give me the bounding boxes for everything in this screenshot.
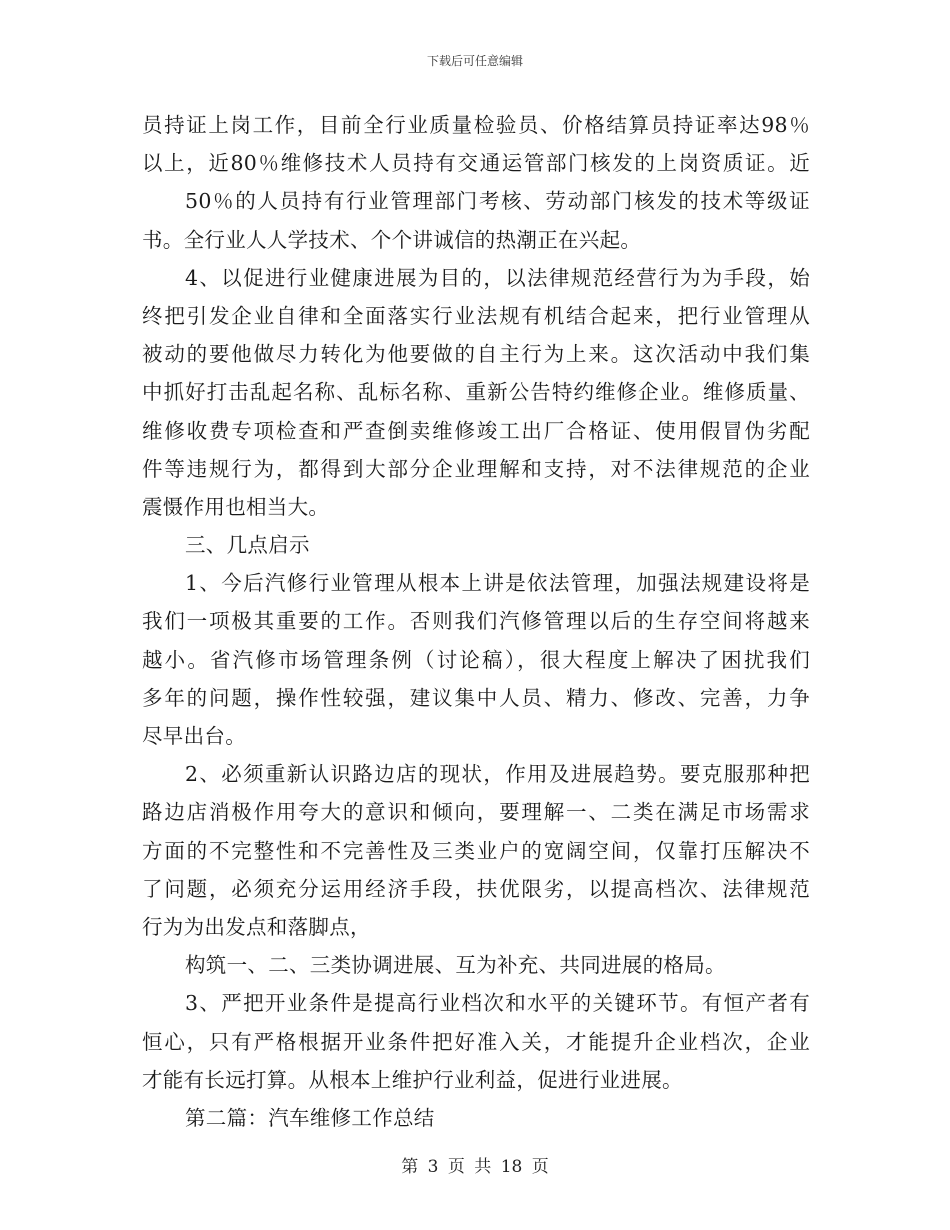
text-line: 尽早出台。 (142, 724, 246, 748)
text-line: 件等违规行为，都得到大部分企业理解和支持，对不法律规范的企业 (142, 456, 810, 481)
text-line: 书。全行业人人学技术、个个讲诚信的热潮正在兴起。 (142, 227, 642, 252)
page-header: 下载后可任意编辑 (426, 54, 523, 68)
text-line: 路边店消极作用夸大的意识和倾向，要理解一、二类在满足市场需求 (142, 800, 810, 825)
text-line: 才能有长远打算。从根本上维护行业利益，促进行业进展。 (142, 1067, 683, 1092)
text-line: 恒心，只有严格根据开业条件把好准入关，才能提升企业档次，企业 (142, 1029, 810, 1054)
text-line: 我们一项极其重要的工作。否则我们汽修管理以后的生存空间将越来 (142, 609, 810, 634)
text-line: 了问题，必须充分运用经济手段，扶优限劣，以提高档次、法律规范 (142, 876, 810, 901)
text-line: 方面的不完整性和不完善性及三类业户的宽阔空间，仅靠打压解决不 (142, 838, 810, 863)
page-number: 第 3 页 共 18 页 (401, 1157, 549, 1177)
text-line: 第二篇：汽车维修工作总结 (185, 1105, 435, 1130)
text-line: 中抓好打击乱起名称、乱标名称、重新公告特约维修企业。维修质量、 (142, 380, 810, 405)
document-body (142, 106, 810, 1137)
text-line: 2、必须重新认识路边店的现状，作用及进展趋势。要克服那种把 (185, 762, 810, 787)
text-line: 被动的要他做尽力转化为他要做的自主行为上来。这次活动中我们集 (142, 342, 810, 367)
text-line: 多年的问题，操作性较强，建议集中人员、精力、修改、完善，力争 (142, 685, 810, 710)
text-line: 50％的人员持有行业管理部门考核、劳动部门核发的技术等级证 (185, 189, 810, 214)
text-line: 越小。省汽修市场管理条例（讨论稿），很大程度上解决了困扰我们 (142, 647, 810, 672)
text-line: 以上，近80％维修技术人员持有交通运管部门核发的上岗资质证。近 (142, 151, 810, 176)
text-line: 行为为出发点和落脚点， (142, 914, 371, 939)
text-line: 三、几点启示 (185, 533, 310, 558)
text-line: 构筑一、二、三类协调进展、互为补充、共同进展的格局。 (185, 953, 726, 978)
text-line: 员持证上岗工作，目前全行业质量检验员、价格结算员持证率达98％ (142, 113, 810, 137)
text-line: 3、严把开业条件是提高行业档次和水平的关键环节。有恒产者有 (185, 991, 810, 1016)
text-line: 终把引发企业自律和全面落实行业法规有机结合起来，把行业管理从 (142, 303, 810, 328)
text-line: 4、以促进行业健康进展为目的，以法律规范经营行为为手段，始 (185, 265, 810, 290)
text-line: 1、今后汽修行业管理从根本上讲是依法管理，加强法规建设将是 (185, 571, 810, 596)
text-line: 震慑作用也相当大。 (142, 494, 330, 519)
text-line: 维修收费专项检查和严查倒卖维修竣工出厂合格证、使用假冒伪劣配 (142, 418, 810, 443)
